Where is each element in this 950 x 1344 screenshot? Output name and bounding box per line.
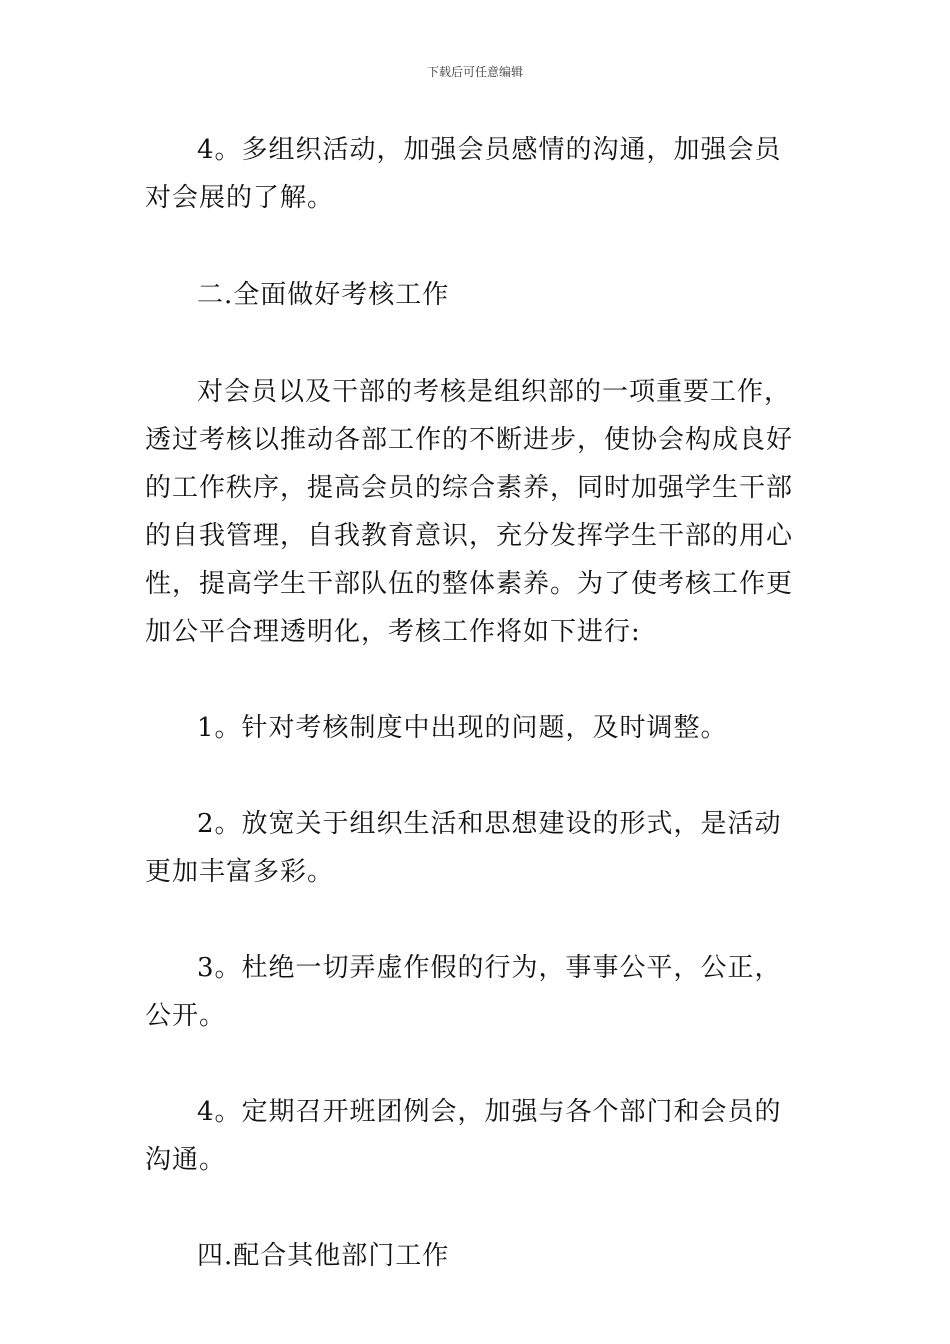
paragraph-assessment-intro: 对会员以及干部的考核是组织部的一项重要工作，透过考核以推动各部工作的不断进步，使协会构成良好的工作秩序，提高会员的综合素养，同时加强学生干部的自我管理，自我教育意识，充分发挥学生干部的用心性，提高学生干部队伍的整体素养。为了使考核工作更加公平合理透明化，考核工作将如下进行: (145, 377, 794, 647)
section-heading-assessment: 二.全面做好考核工作 (197, 280, 450, 310)
list-item-1: 1。针对考核制度中出现的问题，及时调整。 (197, 713, 728, 743)
list-item-4: 4。定期召开班团例会，加强与各个部门和会员的沟通。 (145, 1097, 782, 1175)
list-item-3: 3。杜绝一切弄虚作假的行为，事事公平，公正，公开。 (145, 953, 782, 1031)
paragraph-item-4-communication: 4。多组织活动，加强会员感情的沟通，加强会员对会展的了解。 (145, 135, 782, 213)
document-body (145, 126, 807, 1280)
list-item-2: 2。放宽关于组织生活和思想建设的形式，是活动更加丰富多彩。 (145, 809, 782, 887)
page-header: 下载后可任意编辑 (426, 65, 523, 79)
section-heading-cooperation: 四.配合其他部门工作 (197, 1241, 450, 1271)
